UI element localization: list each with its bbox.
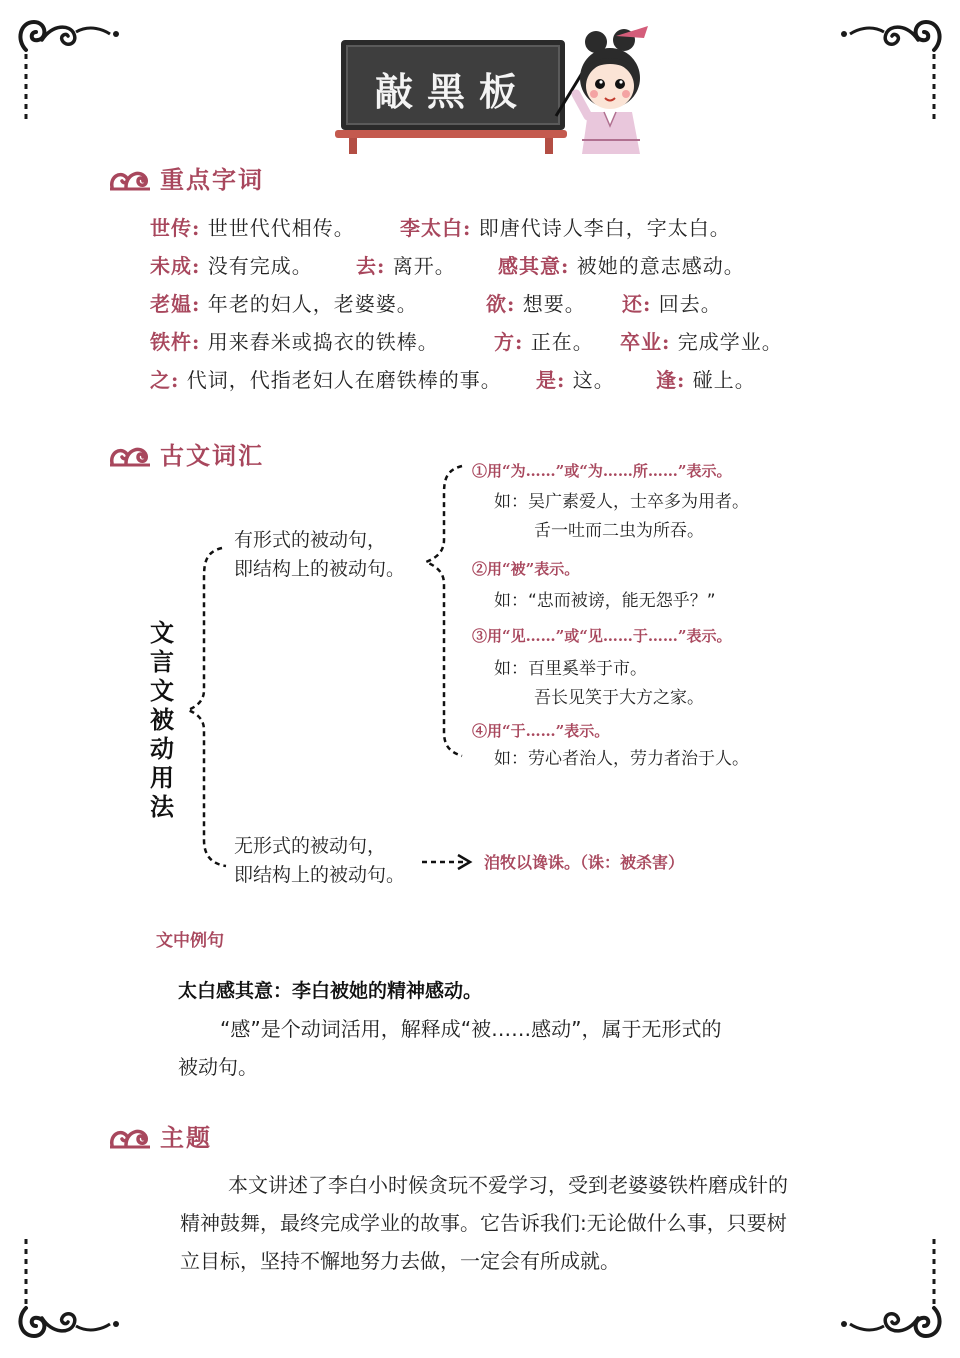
vocab-term: 感其意: (498, 254, 570, 278)
vocab-term: 老媪: (150, 292, 201, 316)
vocab-def: 没有完成。 (207, 254, 313, 278)
vocab-def: 这。 (572, 368, 615, 392)
rule-example: 吾长见笑于大方之家。 (534, 688, 704, 708)
vocab-def: 想要。 (522, 292, 586, 316)
vocab-def: 碰上。 (692, 368, 756, 392)
theme-paragraph (180, 1166, 880, 1280)
vocab-term: 还: (622, 292, 652, 316)
formal-passive-label (234, 526, 405, 584)
vocab-def: 离开。 (392, 254, 456, 278)
section-title: 重点字词 (160, 165, 264, 194)
vocab-def: 被她的意志感动。 (576, 254, 745, 278)
vocab-term: 李太白: (400, 216, 472, 240)
vocab-def: 用来舂米或捣衣的铁棒。 (207, 330, 439, 354)
text-example-heading: 文中例句 (156, 931, 224, 951)
section-title: 主题 (160, 1123, 212, 1152)
informal-line: 即结构上的被动句。 (234, 864, 406, 886)
vocab-def: 年老的妇人，老婆婆。 (207, 292, 418, 316)
rule-example: 如：吴广素爱人，士卒多为用者。 (494, 492, 749, 512)
rule-example: 如：“忠而被谤，能无怨乎？” (494, 591, 716, 611)
rule-label: ③用“见……”或“见……于……”表示。 (472, 627, 732, 645)
formal-line: 有形式的被动句， (234, 529, 387, 551)
section-title: 古文词汇 (160, 441, 264, 470)
explain-line: “感”是个动词活用，解释成“被……感动”，属于无形式的 (220, 1017, 722, 1041)
rule-label: ②用“被”表示。 (472, 560, 580, 578)
rule-label: ①用“为……”或“为……所……”表示。 (472, 462, 732, 480)
board-title: 敲黑板 (374, 69, 531, 114)
theme-line: 立目标，坚持不懈地努力去做，一定会有所成就。 (180, 1249, 620, 1273)
vocab-def: 即唐代诗人李白，字太白。 (478, 216, 731, 240)
rule-example: 如：百里奚举于市。 (494, 659, 647, 679)
informal-passive-label (234, 832, 405, 890)
theme-line: 精神鼓舞，最终完成学业的故事。它告诉我们:无论做什么事，只要树 (180, 1211, 787, 1235)
section-heading-theme (108, 1118, 212, 1153)
text-example-explanation (178, 1010, 858, 1086)
rule-example: 如：劳心者治人，劳力者治于人。 (494, 749, 749, 769)
informal-line: 无形式的被动句， (234, 835, 387, 857)
vocab-term: 未成: (150, 254, 201, 278)
theme-line: 本文讲述了李白小时候贪玩不爱学习，受到老婆婆铁杵磨成针的 (228, 1173, 788, 1197)
vocab-def: 回去。 (658, 292, 722, 316)
vocab-def: 完成学业。 (677, 330, 783, 354)
vocab-term: 去: (356, 254, 386, 278)
rule-example: 舌一吐而二虫为所吞。 (534, 521, 704, 541)
cloud-swirl-icon (108, 1123, 152, 1149)
vocab-term: 欲: (486, 292, 516, 316)
rule-label: ④用“于……”表示。 (472, 722, 610, 740)
vocab-def: 正在。 (530, 330, 594, 354)
vocab-term: 卒业: (620, 330, 671, 354)
explain-line: 被动句。 (178, 1055, 258, 1079)
text-example-sentence: 太白感其意：李白被她的精神感动。 (178, 980, 483, 1002)
vocab-def: 世世代代相传。 (207, 216, 355, 240)
diagram-root: 文言文被动用法 (150, 618, 174, 821)
vocab-term: 铁杵: (150, 330, 201, 354)
vocab-term: 之: (150, 368, 180, 392)
vocab-term: 世传: (150, 216, 201, 240)
vocab-term: 逢: (656, 368, 686, 392)
vocab-term: 方: (494, 330, 524, 354)
vocab-def: 代词，代指老妇人在磨铁棒的事。 (186, 368, 502, 392)
vocab-term: 是: (536, 368, 566, 392)
informal-example: 洎牧以谗诛。（诛：被杀害） (484, 853, 685, 872)
formal-line: 即结构上的被动句。 (234, 558, 406, 580)
